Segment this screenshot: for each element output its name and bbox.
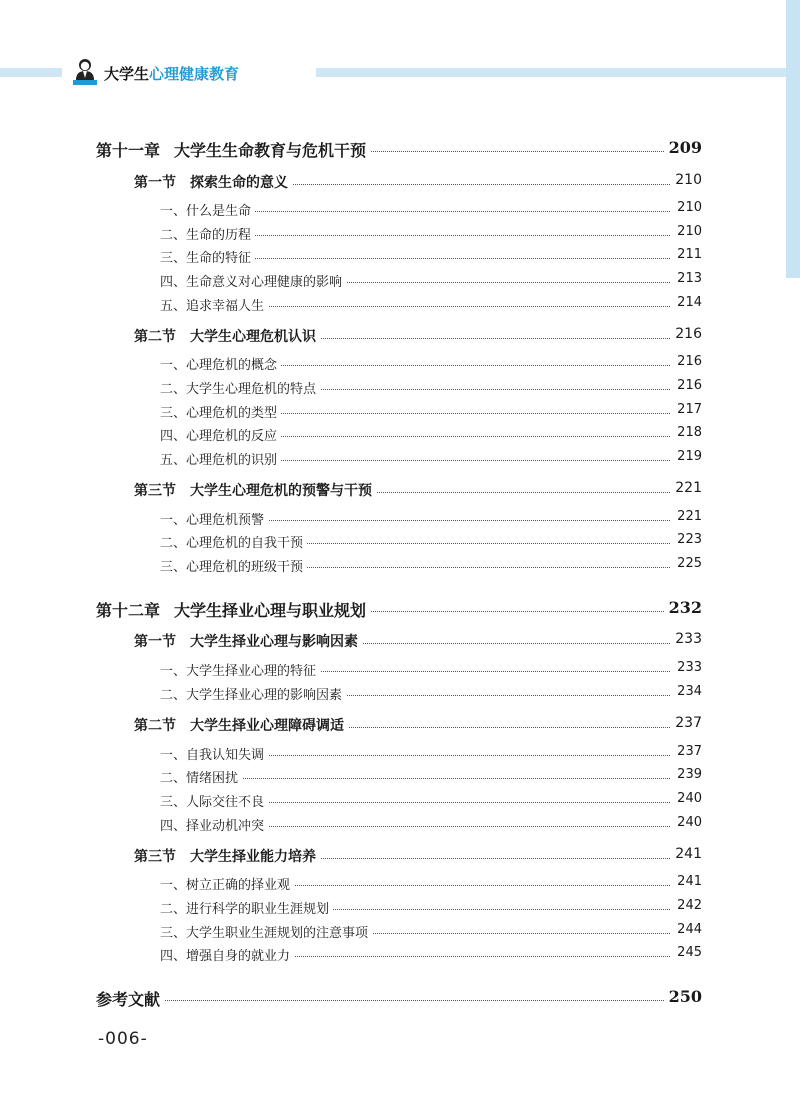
- chapter-title: 大学生生命教育与危机干预: [174, 141, 367, 160]
- page-number-ref: 216: [671, 326, 702, 342]
- references-title: 参考文献: [96, 987, 164, 1010]
- toc-item[interactable]: [0, 293, 800, 315]
- page-number-ref: 233: [671, 631, 702, 647]
- section-title: 大学生心理危机的预警与干预: [190, 483, 372, 499]
- toc-item[interactable]: [0, 507, 800, 529]
- page-number-ref: 244: [673, 922, 702, 937]
- page-number-ref: 214: [673, 295, 702, 310]
- page-number-ref: 213: [673, 271, 702, 286]
- item-label: 四、增强自身的就业力: [160, 945, 294, 964]
- page-number-ref: 240: [673, 791, 702, 806]
- toc-section[interactable]: [0, 171, 800, 193]
- item-label: 二、大学生心理危机的特点: [160, 378, 320, 397]
- toc-item[interactable]: [0, 813, 800, 835]
- toc-item[interactable]: [0, 269, 800, 291]
- item-label: 一、自我认知失调: [160, 744, 268, 763]
- section-number: 第一节: [134, 634, 176, 650]
- page-number-ref: 232: [665, 598, 702, 617]
- page-number-ref: 210: [673, 224, 702, 239]
- item-label: 四、生命意义对心理健康的影响: [160, 271, 346, 290]
- page-number-ref: 219: [673, 449, 702, 464]
- page-number-ref: 239: [673, 767, 702, 782]
- page-number-ref: 216: [673, 378, 702, 393]
- section-title: 大学生择业心理障碍调适: [190, 718, 344, 734]
- page-number-ref: 237: [673, 744, 702, 759]
- section-title: 探索生命的意义: [190, 175, 288, 191]
- item-label: 五、心理危机的识别: [160, 449, 281, 468]
- item-label: 五、追求幸福人生: [160, 295, 268, 314]
- section-title: 大学生择业心理与影响因素: [190, 634, 358, 650]
- item-label: 三、心理危机的班级干预: [160, 556, 307, 575]
- item-label: 一、树立正确的择业观: [160, 874, 294, 893]
- toc-item[interactable]: [0, 554, 800, 576]
- page-number-ref: 210: [671, 172, 702, 188]
- page-number-ref: 209: [665, 138, 702, 157]
- book-title-part2: 心理健康教育: [149, 65, 240, 83]
- toc-references[interactable]: [0, 987, 800, 1009]
- page-number-ref: 221: [671, 480, 702, 496]
- book-title-part1: 大学生: [104, 65, 150, 83]
- toc-item[interactable]: [0, 920, 800, 942]
- toc-section[interactable]: [0, 714, 800, 736]
- toc-item[interactable]: [0, 447, 800, 469]
- section-label: [134, 480, 376, 500]
- item-label: 二、大学生择业心理的影响因素: [160, 684, 346, 703]
- item-label: 二、进行科学的职业生涯规划: [160, 898, 333, 917]
- page-number-ref: 223: [673, 532, 702, 547]
- section-number: 第二节: [134, 718, 176, 734]
- item-label: 四、择业动机冲突: [160, 815, 268, 834]
- chapter-label: [96, 598, 370, 621]
- section-title: 大学生择业能力培养: [190, 849, 316, 865]
- page-number-ref: 217: [673, 402, 702, 417]
- section-label: [134, 846, 320, 866]
- toc-item[interactable]: [0, 530, 800, 552]
- section-label: [134, 172, 292, 192]
- item-label: 一、心理危机的概念: [160, 354, 281, 373]
- item-label: 四、心理危机的反应: [160, 425, 281, 444]
- page-number-ref: 245: [673, 945, 702, 960]
- toc-item[interactable]: [0, 896, 800, 918]
- page-number-ref: 241: [673, 874, 702, 889]
- section-label: [134, 715, 348, 735]
- section-number: 第二节: [134, 329, 176, 345]
- section-label: [134, 631, 362, 651]
- chapter-title: 大学生择业心理与职业规划: [174, 601, 367, 620]
- page-number-ref: 225: [673, 556, 702, 571]
- toc-item[interactable]: [0, 198, 800, 220]
- toc-item[interactable]: [0, 658, 800, 680]
- page-number-ref: 242: [673, 898, 702, 913]
- toc-item[interactable]: [0, 245, 800, 267]
- page-number-ref: 241: [671, 846, 702, 862]
- toc-item[interactable]: [0, 742, 800, 764]
- item-label: 二、生命的历程: [160, 224, 255, 243]
- page-footer-number: -006-: [98, 1029, 148, 1049]
- toc-item[interactable]: [0, 789, 800, 811]
- item-label: 一、什么是生命: [160, 200, 255, 219]
- toc-item[interactable]: [0, 872, 800, 894]
- toc-chapter[interactable]: [0, 138, 800, 160]
- toc-section[interactable]: [0, 630, 800, 652]
- chapter-number: 第十一章: [96, 141, 161, 160]
- toc-item[interactable]: [0, 352, 800, 374]
- page-number-ref: 221: [673, 509, 702, 524]
- toc-chapter[interactable]: [0, 598, 800, 620]
- page-number-ref: 210: [673, 200, 702, 215]
- page-number-ref: 233: [673, 660, 702, 675]
- item-label: 三、生命的特征: [160, 247, 255, 266]
- item-label: 三、心理危机的类型: [160, 402, 281, 421]
- toc-section[interactable]: [0, 479, 800, 501]
- toc-item[interactable]: [0, 222, 800, 244]
- item-label: 一、大学生择业心理的特征: [160, 660, 320, 679]
- toc-section[interactable]: [0, 325, 800, 347]
- item-label: 二、心理危机的自我干预: [160, 532, 307, 551]
- toc-item[interactable]: [0, 423, 800, 445]
- item-label: 二、情绪困扰: [160, 767, 242, 786]
- toc-item[interactable]: [0, 943, 800, 965]
- toc-item[interactable]: [0, 376, 800, 398]
- section-number: 第三节: [134, 849, 176, 865]
- page-number-ref: 211: [673, 247, 702, 262]
- page-number-ref: 240: [673, 815, 702, 830]
- page-number-ref: 234: [673, 684, 702, 699]
- page-number-ref: 250: [665, 987, 702, 1006]
- page-number-ref: 218: [673, 425, 702, 440]
- section-label: [134, 326, 320, 346]
- toc-item[interactable]: [0, 682, 800, 704]
- toc-item[interactable]: [0, 400, 800, 422]
- item-label: 三、大学生职业生涯规划的注意事项: [160, 922, 372, 941]
- item-label: 一、心理危机预警: [160, 509, 268, 528]
- page-number-ref: 237: [671, 715, 702, 731]
- item-label: 三、人际交往不良: [160, 791, 268, 810]
- section-number: 第三节: [134, 483, 176, 499]
- toc-item[interactable]: [0, 765, 800, 787]
- dot-leader: [110, 1000, 670, 1001]
- chapter-number: 第十二章: [96, 601, 161, 620]
- section-title: 大学生心理危机认识: [190, 329, 316, 345]
- dot-leader: [170, 778, 670, 779]
- chapter-label: [96, 138, 370, 161]
- section-number: 第一节: [134, 175, 176, 191]
- toc-section[interactable]: [0, 845, 800, 867]
- page-number-ref: 216: [673, 354, 702, 369]
